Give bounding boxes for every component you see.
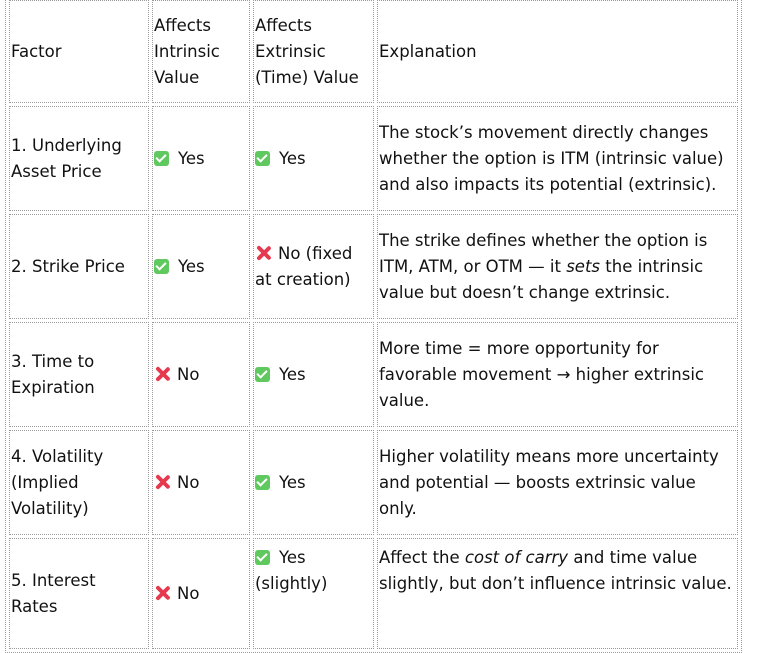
explanation-cell: [377, 214, 738, 319]
intrinsic-cell: [152, 214, 250, 319]
explanation-text: and time value slightly, but don’t influence intrinsic value.: [379, 548, 732, 593]
cross-icon: [154, 366, 170, 382]
cross-icon: [255, 245, 271, 261]
explanation-text: The strike defines whether the option is ITM, ATM, or OTM — it: [379, 230, 708, 276]
explanation-cell: Higher volatility means more uncertainty and potential — boosts extrinsic value only.: [377, 430, 738, 535]
intrinsic-value: Yes: [178, 256, 205, 276]
factors-table: [5, 0, 742, 653]
table-row: [9, 322, 738, 427]
intrinsic-cell: [152, 538, 250, 649]
factor-cell: 4. Volatility (Implied Volatility): [9, 430, 149, 535]
intrinsic-value: Yes: [178, 148, 205, 168]
explanation-emphasis: cost of carry: [464, 548, 569, 567]
extrinsic-value: Yes: [279, 148, 306, 168]
table-row: [9, 430, 738, 535]
extrinsic-value: Yes (slightly): [255, 548, 328, 593]
explanation-emphasis: sets: [566, 256, 601, 276]
header-extrinsic: Affects Extrinsic (Time) Value: [253, 0, 374, 103]
table-row: [9, 106, 738, 211]
extrinsic-cell: [253, 322, 374, 427]
factor-cell: 3. Time to Expiration: [9, 322, 149, 427]
check-icon: [154, 259, 169, 274]
check-icon: [255, 151, 270, 166]
check-icon: [255, 475, 270, 490]
check-icon: [255, 367, 270, 382]
intrinsic-value: No: [177, 364, 200, 384]
header-factor: Factor: [9, 0, 149, 103]
extrinsic-cell: [253, 106, 374, 211]
table-row: [9, 214, 738, 319]
extrinsic-cell: [253, 430, 374, 535]
header-explanation: Explanation: [377, 0, 738, 103]
cross-icon: [154, 474, 170, 490]
intrinsic-value: No: [177, 472, 200, 492]
explanation-text: Affect the: [379, 548, 465, 567]
check-icon: [154, 151, 169, 166]
factor-cell: 2. Strike Price: [9, 214, 149, 319]
extrinsic-cell: [253, 538, 374, 649]
cross-icon: [154, 585, 170, 601]
check-icon: [255, 550, 270, 565]
extrinsic-value: No (fixed at creation): [255, 243, 353, 289]
extrinsic-value: Yes: [279, 472, 306, 492]
explanation-cell: The stock’s movement directly changes whether the option is ITM (intrinsic value) and also impacts its potential (extrinsic).: [377, 106, 738, 211]
header-intrinsic: Affects Intrinsic Value: [152, 0, 250, 103]
intrinsic-cell: [152, 430, 250, 535]
explanation-cell: [377, 538, 738, 649]
explanation-text: the intrinsic value but doesn’t change extrinsic.: [379, 256, 704, 302]
explanation-cell: More time = more opportunity for favorable movement → higher extrinsic value.: [377, 322, 738, 427]
factor-cell: 1. Underlying Asset Price: [9, 106, 149, 211]
extrinsic-value: Yes: [279, 364, 306, 384]
factor-cell: 5. Interest Rates: [9, 538, 149, 649]
table-row: [9, 538, 738, 649]
extrinsic-cell: [253, 214, 374, 319]
intrinsic-cell: [152, 106, 250, 211]
intrinsic-cell: [152, 322, 250, 427]
intrinsic-value: No: [177, 583, 200, 603]
header-row: [9, 0, 738, 103]
